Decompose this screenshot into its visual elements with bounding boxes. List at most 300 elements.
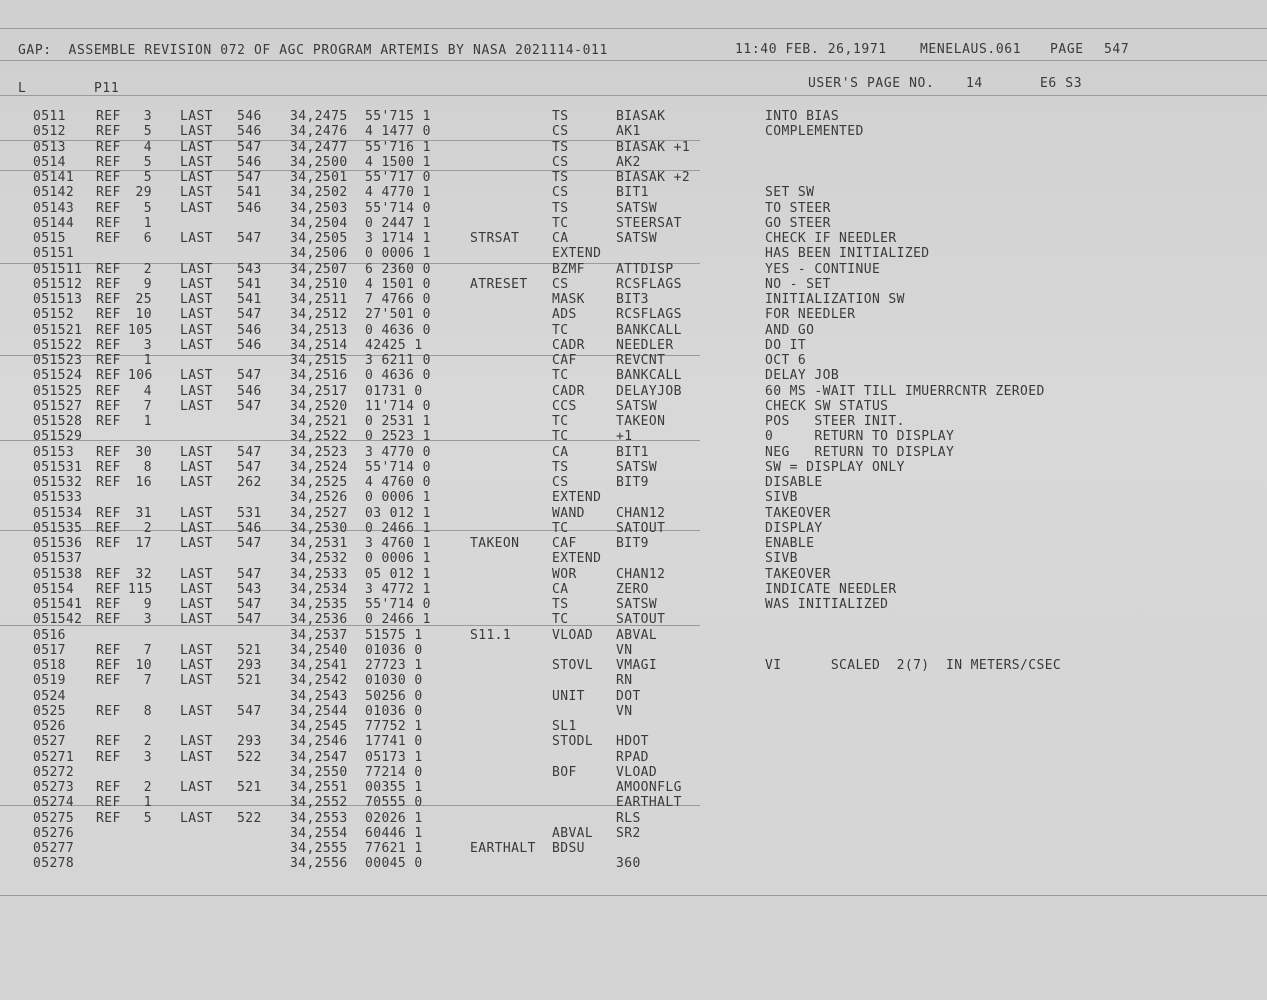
cell-lastpage: 531: [237, 505, 262, 521]
cell-ref: REF: [96, 185, 121, 201]
cell-refcount: 2: [143, 261, 152, 277]
cell-last: LAST: [180, 703, 213, 719]
cell-opcode: CADR: [552, 337, 585, 353]
cell-comment: CHECK IF NEEDLER: [765, 231, 897, 246]
cell-comment: DISABLE: [765, 475, 823, 490]
cell-address: 34,2504: [290, 215, 348, 231]
cell-opcode: STODL: [552, 734, 594, 750]
cell-line: 0524: [33, 688, 66, 704]
cell-line: 051511: [33, 261, 83, 277]
cell-last: LAST: [180, 154, 213, 170]
cell-comment: INDICATE NEEDLER: [765, 581, 897, 597]
cell-line: 051532: [33, 475, 83, 490]
cell-word: 3 4760 1: [365, 536, 431, 551]
cell-lastpage: 547: [237, 307, 262, 323]
cell-lastpage: 547: [237, 231, 262, 246]
cell-comment: VI SCALED 2(7) IN METERS/CSEC: [765, 658, 1062, 673]
cell-word: 77214 0: [365, 764, 423, 780]
cell-opcode: TC: [552, 414, 569, 429]
cell-address: 34,2520: [290, 398, 348, 414]
cell-opcode: TC: [552, 322, 569, 338]
cell-address: 34,2514: [290, 337, 348, 353]
cell-word: 0 2466 1: [365, 520, 431, 536]
cell-word: 51575 1: [365, 627, 423, 643]
cell-last: LAST: [180, 810, 213, 826]
cell-ref: REF: [96, 703, 121, 719]
cell-opcode: CS: [552, 154, 569, 170]
cell-opcode: TC: [552, 612, 569, 628]
header-page-label: PAGE: [1050, 42, 1084, 57]
cell-operand: VN: [616, 642, 633, 658]
cell-refcount: 5: [143, 810, 152, 826]
cell-address: 34,2542: [290, 673, 348, 689]
cell-comment: SW = DISPLAY ONLY: [765, 459, 905, 475]
cell-ref: REF: [96, 658, 121, 673]
cell-lastpage: 547: [237, 444, 262, 460]
cell-comment: 0 RETURN TO DISPLAY: [765, 429, 955, 445]
cell-line: 0518: [33, 658, 66, 673]
cell-lastpage: 547: [237, 597, 262, 612]
cell-ref: REF: [96, 459, 121, 475]
cell-address: 34,2522: [290, 429, 348, 445]
cell-address: 34,2516: [290, 368, 348, 384]
cell-last: LAST: [180, 475, 213, 490]
cell-last: LAST: [180, 536, 213, 551]
cell-word: 55'714 0: [365, 597, 431, 612]
cell-opcode: CS: [552, 475, 569, 490]
cell-refcount: 3: [143, 749, 152, 765]
cell-address: 34,2502: [290, 185, 348, 201]
cell-operand: VLOAD: [616, 764, 658, 780]
cell-line: 05151: [33, 246, 75, 262]
cell-line: 05275: [33, 810, 75, 826]
cell-refcount: 2: [143, 734, 152, 750]
cell-ref: REF: [96, 505, 121, 521]
header-left-code: L: [18, 81, 27, 96]
cell-ref: REF: [96, 734, 121, 750]
cell-ref: REF: [96, 795, 121, 811]
header-user-page-label: USER'S PAGE NO.: [808, 76, 935, 91]
cell-address: 34,2530: [290, 520, 348, 536]
cell-ref: REF: [96, 536, 121, 551]
rule-line: [0, 895, 1267, 896]
cell-ref: REF: [96, 612, 121, 628]
cell-opcode: STOVL: [552, 658, 594, 673]
cell-lastpage: 546: [237, 124, 262, 140]
cell-word: 42425 1: [365, 337, 423, 353]
cell-last: LAST: [180, 642, 213, 658]
cell-refcount: 10: [135, 307, 152, 323]
cell-lastpage: 521: [237, 780, 262, 795]
cell-lastpage: 293: [237, 734, 262, 750]
cell-line: 051512: [33, 276, 83, 292]
cell-address: 34,2515: [290, 353, 348, 368]
cell-lastpage: 546: [237, 520, 262, 536]
cell-ref: REF: [96, 231, 121, 246]
cell-label: STRSAT: [470, 231, 520, 246]
cell-word: 7 4766 0: [365, 292, 431, 307]
cell-refcount: 7: [143, 673, 152, 689]
cell-refcount: 8: [143, 459, 152, 475]
cell-lastpage: 546: [237, 337, 262, 353]
cell-line: 0515: [33, 231, 66, 246]
cell-address: 34,2524: [290, 459, 348, 475]
cell-last: LAST: [180, 734, 213, 750]
cell-word: 3 6211 0: [365, 353, 431, 368]
cell-refcount: 115: [128, 581, 153, 597]
cell-line: 05273: [33, 780, 75, 795]
cell-address: 34,2521: [290, 414, 348, 429]
cell-lastpage: 546: [237, 154, 262, 170]
cell-opcode: TS: [552, 459, 569, 475]
cell-line: 0519: [33, 673, 66, 689]
cell-refcount: 2: [143, 780, 152, 795]
cell-lastpage: 547: [237, 139, 262, 155]
cell-opcode: TS: [552, 109, 569, 124]
cell-opcode: CAF: [552, 536, 577, 551]
cell-last: LAST: [180, 566, 213, 582]
cell-word: 77752 1: [365, 719, 423, 734]
cell-line: 051541: [33, 597, 83, 612]
cell-lastpage: 547: [237, 170, 262, 185]
cell-last: LAST: [180, 124, 213, 140]
cell-line: 051528: [33, 414, 83, 429]
cell-address: 34,2523: [290, 444, 348, 460]
cell-operand: AK1: [616, 124, 641, 140]
cell-word: 0 2531 1: [365, 414, 431, 429]
cell-comment: TAKEOVER: [765, 566, 831, 582]
cell-operand: STEERSAT: [616, 215, 682, 231]
cell-opcode: TS: [552, 597, 569, 612]
cell-operand: VN: [616, 703, 633, 719]
cell-address: 34,2477: [290, 139, 348, 155]
cell-ref: REF: [96, 322, 121, 338]
cell-last: LAST: [180, 520, 213, 536]
cell-line: 05143: [33, 200, 75, 216]
cell-address: 34,2525: [290, 475, 348, 490]
cell-operand: ABVAL: [616, 627, 658, 643]
cell-refcount: 8: [143, 703, 152, 719]
cell-operand: SATSW: [616, 200, 658, 216]
cell-comment: GO STEER: [765, 215, 831, 231]
cell-ref: REF: [96, 810, 121, 826]
cell-operand: SR2: [616, 825, 641, 841]
cell-operand: RCSFLAGS: [616, 307, 682, 323]
cell-lastpage: 543: [237, 261, 262, 277]
cell-last: LAST: [180, 337, 213, 353]
cell-operand: EARTHALT: [616, 795, 682, 811]
cell-refcount: 1: [143, 353, 152, 368]
cell-refcount: 7: [143, 642, 152, 658]
cell-ref: REF: [96, 215, 121, 231]
cell-line: 051513: [33, 292, 83, 307]
cell-address: 34,2511: [290, 292, 348, 307]
cell-ref: REF: [96, 673, 121, 689]
cell-opcode: UNIT: [552, 688, 585, 704]
cell-label: TAKEON: [470, 536, 520, 551]
cell-last: LAST: [180, 780, 213, 795]
cell-refcount: 9: [143, 276, 152, 292]
cell-opcode: CS: [552, 276, 569, 292]
cell-operand: SATSW: [616, 398, 658, 414]
rule-line: [0, 28, 1267, 29]
cell-comment: NO - SET: [765, 276, 831, 292]
cell-address: 34,2552: [290, 795, 348, 811]
cell-lastpage: 522: [237, 749, 262, 765]
cell-opcode: TC: [552, 215, 569, 231]
header-bank: E6 S3: [1040, 76, 1083, 91]
cell-line: 0527: [33, 734, 66, 750]
cell-word: 11'714 0: [365, 398, 431, 414]
cell-address: 34,2543: [290, 688, 348, 704]
cell-line: 051531: [33, 459, 83, 475]
cell-operand: BIASAK +2: [616, 170, 691, 185]
cell-line: 0517: [33, 642, 66, 658]
cell-word: 4 1501 0: [365, 276, 431, 292]
cell-opcode: TC: [552, 368, 569, 384]
cell-comment: HAS BEEN INITIALIZED: [765, 246, 930, 262]
cell-comment: DO IT: [765, 337, 807, 353]
cell-operand: BIT3: [616, 292, 649, 307]
cell-word: 4 4770 1: [365, 185, 431, 201]
cell-operand: BANKCALL: [616, 322, 682, 338]
cell-ref: REF: [96, 475, 121, 490]
cell-opcode: EXTEND: [552, 246, 602, 262]
cell-line: 05154: [33, 581, 75, 597]
cell-operand: RLS: [616, 810, 641, 826]
cell-word: 0 4636 0: [365, 322, 431, 338]
cell-operand: HDOT: [616, 734, 649, 750]
cell-address: 34,2533: [290, 566, 348, 582]
cell-word: 01731 0: [365, 383, 423, 399]
cell-operand: BIT1: [616, 185, 649, 201]
cell-operand: RN: [616, 673, 633, 689]
cell-ref: REF: [96, 398, 121, 414]
cell-refcount: 9: [143, 597, 152, 612]
cell-opcode: VLOAD: [552, 627, 594, 643]
cell-line: 051537: [33, 551, 83, 567]
cell-line: 0526: [33, 719, 66, 734]
cell-opcode: TC: [552, 429, 569, 445]
cell-line: 05274: [33, 795, 75, 811]
cell-operand: BIT1: [616, 444, 649, 460]
cell-address: 34,2512: [290, 307, 348, 323]
cell-word: 01036 0: [365, 703, 423, 719]
cell-lastpage: 522: [237, 810, 262, 826]
cell-line: 05144: [33, 215, 75, 231]
cell-operand: VMAGI: [616, 658, 658, 673]
cell-last: LAST: [180, 170, 213, 185]
cell-comment: 60 MS -WAIT TILL IMUERRCNTR ZEROED: [765, 383, 1045, 399]
cell-line: 051536: [33, 536, 83, 551]
cell-last: LAST: [180, 597, 213, 612]
cell-word: 6 2360 0: [365, 261, 431, 277]
cell-ref: REF: [96, 261, 121, 277]
cell-word: 0 2447 1: [365, 215, 431, 231]
cell-address: 34,2500: [290, 154, 348, 170]
cell-ref: REF: [96, 276, 121, 292]
cell-word: 70555 0: [365, 795, 423, 811]
cell-comment: INITIALIZATION SW: [765, 292, 905, 307]
cell-refcount: 32: [135, 566, 152, 582]
cell-word: 00355 1: [365, 780, 423, 795]
cell-refcount: 5: [143, 200, 152, 216]
cell-last: LAST: [180, 292, 213, 307]
cell-lastpage: 546: [237, 109, 262, 124]
cell-operand: BIASAK +1: [616, 139, 691, 155]
cell-opcode: BZMF: [552, 261, 585, 277]
cell-lastpage: 541: [237, 185, 262, 201]
cell-address: 34,2545: [290, 719, 348, 734]
cell-opcode: CS: [552, 124, 569, 140]
cell-address: 34,2475: [290, 109, 348, 124]
cell-word: 4 4760 0: [365, 475, 431, 490]
cell-operand: SATSW: [616, 231, 658, 246]
cell-opcode: MASK: [552, 292, 585, 307]
header-user: MENELAUS.061: [920, 42, 1022, 57]
cell-line: 051538: [33, 566, 83, 582]
cell-ref: REF: [96, 200, 121, 216]
cell-ref: REF: [96, 124, 121, 140]
cell-refcount: 30: [135, 444, 152, 460]
cell-last: LAST: [180, 398, 213, 414]
cell-last: LAST: [180, 261, 213, 277]
cell-label: S11.1: [470, 627, 512, 643]
cell-word: 50256 0: [365, 688, 423, 704]
cell-line: 05153: [33, 444, 75, 460]
cell-ref: REF: [96, 154, 121, 170]
cell-operand: SATSW: [616, 597, 658, 612]
cell-comment: YES - CONTINUE: [765, 261, 881, 277]
cell-address: 34,2476: [290, 124, 348, 140]
cell-line: 051527: [33, 398, 83, 414]
cell-word: 55'716 1: [365, 139, 431, 155]
cell-ref: REF: [96, 292, 121, 307]
cell-opcode: CS: [552, 185, 569, 201]
cell-line: 051521: [33, 322, 83, 338]
cell-opcode: ADS: [552, 307, 577, 323]
cell-last: LAST: [180, 200, 213, 216]
cell-ref: REF: [96, 109, 121, 124]
cell-lastpage: 541: [237, 276, 262, 292]
cell-line: 0516: [33, 627, 66, 643]
cell-word: 3 1714 1: [365, 231, 431, 246]
cell-ref: REF: [96, 307, 121, 323]
cell-refcount: 10: [135, 658, 152, 673]
cell-comment: AND GO: [765, 322, 815, 338]
cell-ref: REF: [96, 597, 121, 612]
cell-lastpage: 541: [237, 292, 262, 307]
cell-line: 05152: [33, 307, 75, 323]
cell-operand: 360: [616, 856, 641, 872]
cell-line: 051525: [33, 383, 83, 399]
cell-address: 34,2503: [290, 200, 348, 216]
cell-lastpage: 547: [237, 536, 262, 551]
cell-refcount: 3: [143, 612, 152, 628]
cell-address: 34,2540: [290, 642, 348, 658]
cell-comment: TO STEER: [765, 200, 831, 216]
cell-last: LAST: [180, 276, 213, 292]
cell-word: 3 4770 0: [365, 444, 431, 460]
cell-refcount: 25: [135, 292, 152, 307]
cell-opcode: CA: [552, 581, 569, 597]
rule-line: [0, 60, 1267, 61]
cell-label: ATRESET: [470, 276, 528, 292]
cell-comment: INTO BIAS: [765, 109, 840, 124]
cell-comment: SIVB: [765, 490, 798, 506]
cell-address: 34,2534: [290, 581, 348, 597]
cell-operand: SATOUT: [616, 520, 666, 536]
cell-lastpage: 521: [237, 673, 262, 689]
cell-refcount: 7: [143, 398, 152, 414]
cell-opcode: TS: [552, 170, 569, 185]
cell-opcode: ABVAL: [552, 825, 594, 841]
cell-refcount: 3: [143, 109, 152, 124]
cell-lastpage: 547: [237, 612, 262, 628]
cell-operand: +1: [616, 429, 633, 445]
cell-comment: COMPLEMENTED: [765, 124, 864, 140]
cell-opcode: CADR: [552, 383, 585, 399]
cell-comment: SIVB: [765, 551, 798, 567]
cell-lastpage: 546: [237, 383, 262, 399]
cell-comment: SET SW: [765, 185, 815, 201]
cell-comment: TAKEOVER: [765, 505, 831, 521]
cell-word: 55'717 0: [365, 170, 431, 185]
cell-ref: REF: [96, 780, 121, 795]
cell-comment: NEG RETURN TO DISPLAY: [765, 444, 955, 460]
cell-address: 34,2506: [290, 246, 348, 262]
cell-refcount: 17: [135, 536, 152, 551]
cell-comment: ENABLE: [765, 536, 815, 551]
cell-address: 34,2541: [290, 658, 348, 673]
cell-operand: BIT9: [616, 475, 649, 490]
cell-ref: REF: [96, 368, 121, 384]
cell-line: 05272: [33, 764, 75, 780]
cell-lastpage: 293: [237, 658, 262, 673]
cell-opcode: BDSU: [552, 841, 585, 856]
cell-ref: REF: [96, 170, 121, 185]
cell-refcount: 5: [143, 124, 152, 140]
header-timestamp: 11:40 FEB. 26,1971: [735, 42, 887, 57]
cell-opcode: CA: [552, 444, 569, 460]
cell-line: 05276: [33, 825, 75, 841]
cell-refcount: 5: [143, 170, 152, 185]
cell-opcode: CCS: [552, 398, 577, 414]
cell-ref: REF: [96, 383, 121, 399]
cell-operand: BIT9: [616, 536, 649, 551]
cell-line: 0512: [33, 124, 66, 140]
cell-operand: SATSW: [616, 459, 658, 475]
cell-comment: DISPLAY: [765, 520, 823, 536]
cell-refcount: 6: [143, 231, 152, 246]
cell-word: 27'501 0: [365, 307, 431, 323]
cell-operand: RCSFLAGS: [616, 276, 682, 292]
cell-address: 34,2532: [290, 551, 348, 567]
cell-lastpage: 262: [237, 475, 262, 490]
cell-comment: CHECK SW STATUS: [765, 398, 889, 414]
cell-lastpage: 547: [237, 703, 262, 719]
cell-operand: ZERO: [616, 581, 649, 597]
cell-ref: REF: [96, 581, 121, 597]
cell-lastpage: 543: [237, 581, 262, 597]
cell-comment: POS STEER INIT.: [765, 414, 905, 429]
cell-ref: REF: [96, 139, 121, 155]
cell-operand: ATTDISP: [616, 261, 674, 277]
cell-word: 05 012 1: [365, 566, 431, 582]
cell-operand: AMOONFLG: [616, 780, 682, 795]
cell-ref: REF: [96, 642, 121, 658]
cell-address: 34,2536: [290, 612, 348, 628]
